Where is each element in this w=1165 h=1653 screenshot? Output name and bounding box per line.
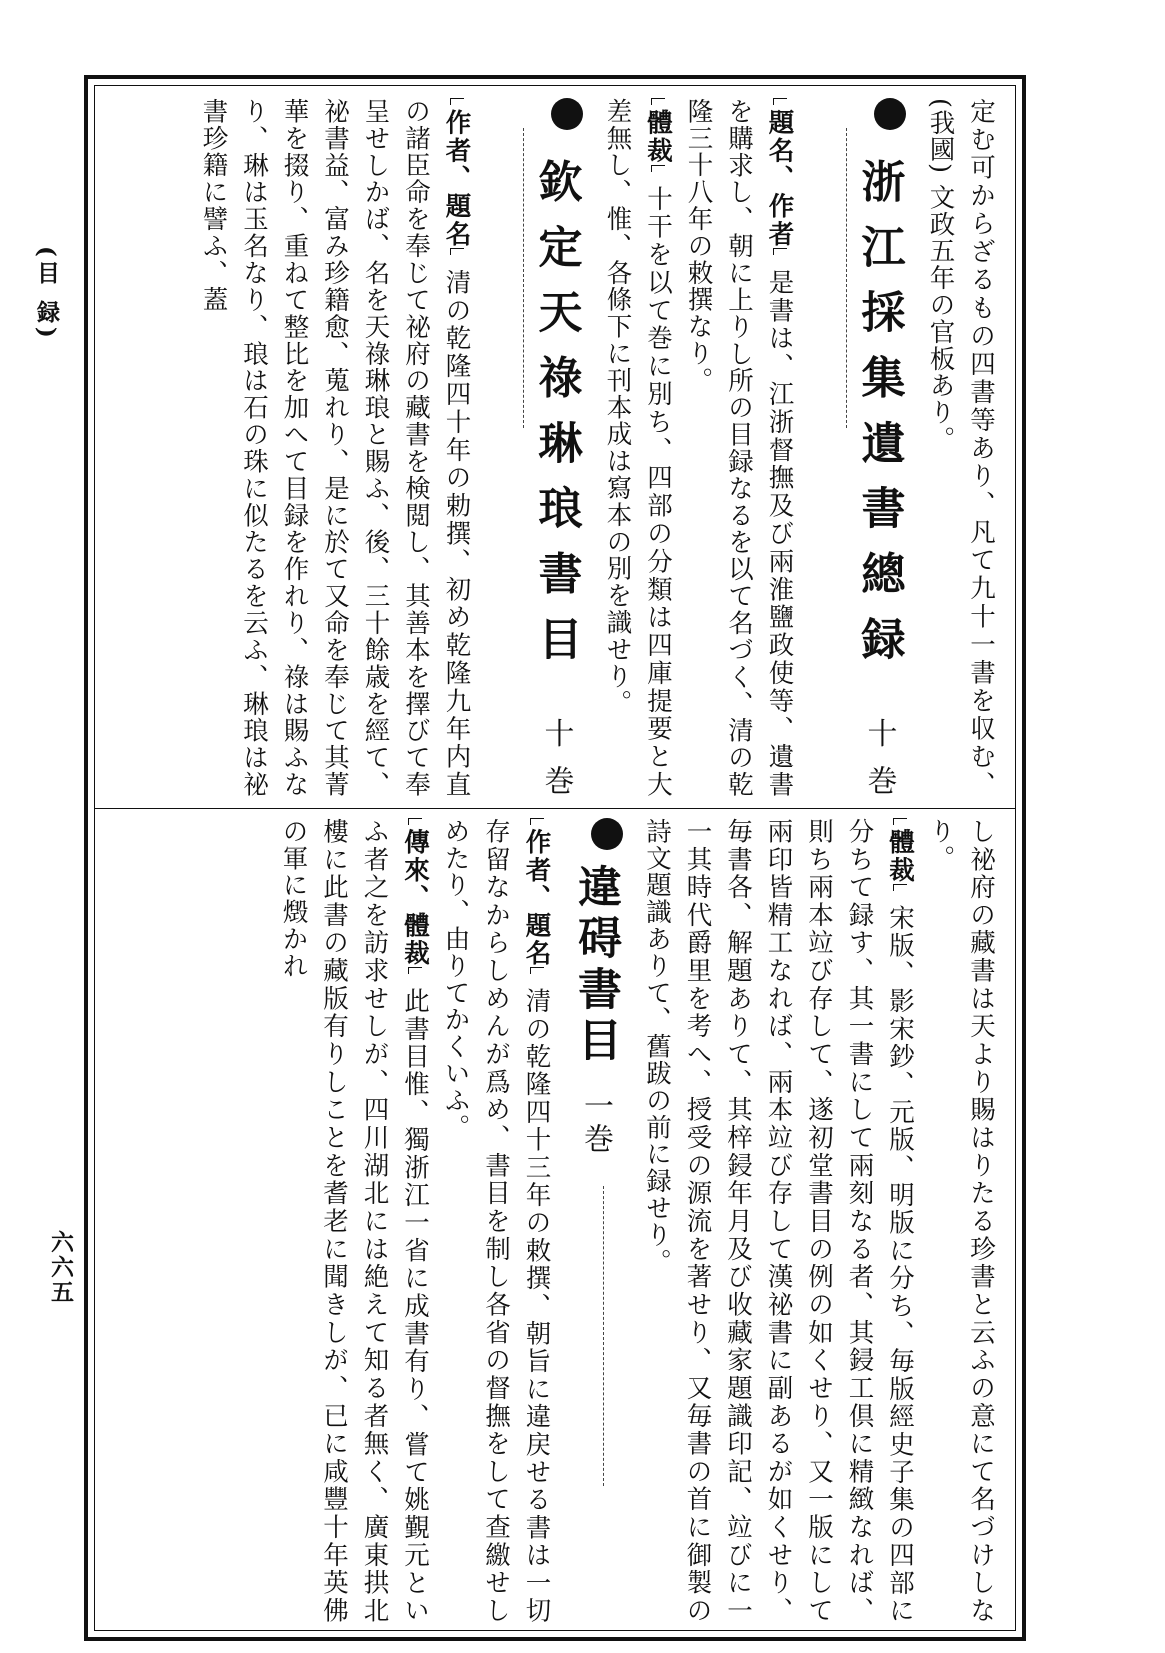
field-text: 十干を以て巻に別ち、四部の分類は四庫提要と大差無し、惟、各條下に刊本成は寫本の別を識せり。 (602, 98, 673, 798)
field-label: 傳來、體裁 (400, 828, 430, 968)
entry-paragraph (637, 818, 921, 1624)
entry-title-text: 浙江採集遺書總録 (853, 144, 905, 682)
field-label: 體裁 (643, 108, 673, 165)
entry-paragraph (597, 98, 678, 798)
field-label: 題名、作者 (764, 108, 795, 249)
entry-title-text: 欽定天祿琳琅書目 (530, 144, 582, 682)
entry-volumes: 十巻 (538, 717, 574, 798)
entry-paragraph (273, 818, 435, 1624)
bottom-text-flow (273, 818, 1001, 1624)
field-text: 清の乾隆四十三年の敕撰、朝旨に違戻せる書は一切存留なからしめんが爲め、書目を制し各省の督撫をして查繳せしめたり、由りてかくいふ。 (440, 818, 552, 1624)
entry-volumes: 一巻 (578, 1090, 613, 1157)
bullet-circle-icon (551, 98, 583, 130)
side-running-title: (目 録) (33, 246, 60, 342)
entry-paragraph (678, 98, 800, 798)
field-label: 作者、題名 (441, 108, 472, 249)
section-divider-line (95, 808, 1015, 809)
wavy-divider (846, 128, 853, 428)
bottom-section (97, 818, 1001, 1624)
entry-title-zhejiang (818, 98, 907, 798)
field-label: 作者、題名 (521, 828, 552, 968)
entry-volumes: 十巻 (861, 717, 897, 798)
bullet-circle-icon (591, 818, 623, 850)
field-text: 清の乾隆四十年の勅撰、初め乾隆九年内直の諸臣命を奉じて祕府の藏書を検閲し、其善本を擇びて奉呈せしかば、名を天祿琳琅と賜ふ、後、三十餘歳を經て、祕書益、富み珍籍愈、蒐れり、是に於て又命を奉じて其菁華を掇り、重ねて整比を加へて目録を作れり、祿は賜ふなり、琳は玉名なり、琅は石の珠に似たるを云ふ、琳琅は祕書珍籍に譬ふ、蓋 (198, 98, 472, 798)
entry-title-text: 違碍書目 (570, 864, 621, 1068)
top-text-flow (193, 98, 1001, 798)
wavy-divider (603, 1186, 610, 1486)
wavy-divider (523, 128, 530, 428)
field-text: 此書目惟、獨浙江一省に成書有り、嘗て姚覲元といふ者之を訪求せしが、四川湖北には絶えて知る者無く、廣東拱北樓に此書の藏版有りしことを耆老に聞きしが、已に咸豐十年英佛の軍に燬かれ (278, 818, 430, 1624)
entry-paragraph (193, 98, 477, 798)
entry-title-tianlu (495, 98, 584, 798)
entry-title-weiai (570, 818, 623, 1624)
entry-paragraph (435, 818, 557, 1624)
top-section (97, 98, 1001, 798)
bullet-circle-icon (874, 98, 906, 130)
continuation-text: し祕府の藏書は天より賜はりたる珍書と云ふの意にて名づけしなり。 (925, 818, 996, 1624)
page-number: 六六五 (47, 1230, 74, 1305)
field-text: 宋版、影宋鈔、元版、明版に分ち、毎版經史子集の四部に分ちて録す、其一書にして兩刻なる者、其鋟工倶に精緻なれば、則ち兩本竝び存して、遂初堂書目の例の如くせり、又一版にして兩印皆精工なれば、兩本竝び存して漢祕書に副あるが如くせり、毎書各、解題ありて、其梓鋟年月及び收藏家題識印記、竝びに一一其時代爵里を考へ、授受の源流を著せり、又毎書の首に御製の詩文題識ありて、舊跋の前に録せり。 (642, 818, 915, 1624)
field-label: 體裁 (885, 828, 915, 885)
continuation-text: 定む可からざるもの四書等あり、凡て九十一書を収む、(我國) 文政五年の官板あり。 (925, 98, 996, 798)
field-text: 是書は、江浙督撫及び兩淮鹽政使等、遺書を購求し、朝に上りし所の目録なるを以て名づく、清の乾隆三十八年の敕撰なり。 (683, 98, 795, 798)
